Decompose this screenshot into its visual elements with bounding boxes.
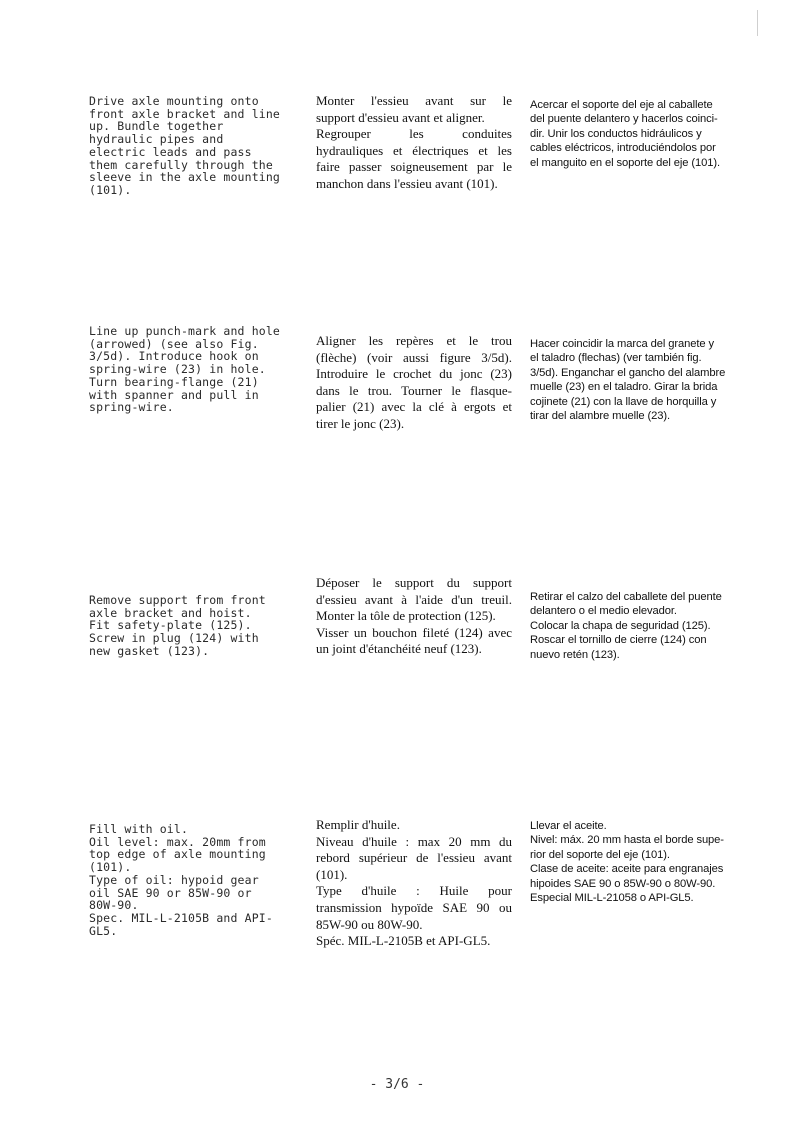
fr-line: Type d'huile : Huile pour: [316, 883, 512, 899]
fr-line: dans le trou. Tourner le flasque-: [316, 382, 512, 398]
fr-line: un joint d'étanchéité neuf (123).: [316, 641, 482, 657]
fr-line: tirer le jonc (23).: [316, 415, 405, 431]
section-2-spanish: Hacer coincidir la marca del granete y el taladro (flechas) (ver también fig. 3/5d). Enganchar el gancho del alambre muelle (23) en el taladro. Girar la brida cojinete (21) con la llave de horquilla y tirar del alambre muelle (23).: [530, 338, 726, 423]
section-3-english: Remove support from front axle bracket and hoist. Fit safety-plate (125). Screw in plug (124) with new gasket (123).: [89, 593, 266, 658]
fr-line: Remplir d'huile.: [316, 817, 400, 832]
fr-line: (flèche) (voir aussi figure 3/5d).: [316, 349, 512, 365]
fr-line: Monter la tôle de protection (125).: [316, 608, 496, 624]
section-3-french: [316, 575, 512, 658]
fr-line: hydrauliques et électriques et les: [316, 142, 512, 158]
fr-line: faire passer soigneusement par le: [316, 159, 512, 175]
section-4-spanish: Llevar el aceite. Nivel: máx. 20 mm hasta el borde supe- rior del soporte del eje (101). Clase de aceite: aceite para engranajes hipoides SAE 90 o 85W-90 o 80W-90. Especial MIL-L-21058 o API-GL5.: [530, 820, 724, 905]
fr-line: Introduire le crochet du jonc (23): [316, 366, 512, 382]
section-4-english: Fill with oil. Oil level: max. 20mm from top edge of axle mounting (101). Type of oil: hypoid gear oil SAE 90 or 85W-90 or 80W-90. Spec. MIL-L-2105B and API- GL5.: [89, 822, 273, 938]
fr-line: Visser un bouchon fileté (124) avec: [316, 624, 512, 640]
section-1-english: Drive axle mounting onto front axle bracket and line up. Bundle together hydraulic pipes and electric leads and pass them carefully through the sleeve in the axle mounting (101).: [89, 94, 280, 197]
fr-line: rebord supérieur de l'essieu avant: [316, 850, 512, 866]
fr-line: Monter l'essieu avant sur le: [316, 93, 512, 108]
fr-line: Spéc. MIL-L-2105B et API-GL5.: [316, 933, 491, 949]
section-2-english: Line up punch-mark and hole (arrowed) (see also Fig. 3/5d). Introduce hook on spring-wire (23) in hole. Turn bearing-flange (21) with spanner and pull in spring-wire.: [89, 324, 280, 415]
fr-line: Niveau d'huile : max 20 mm du: [316, 833, 512, 849]
section-1-spanish: Acercar el soporte del eje al caballete del puente delantero y hacerlos coinci- dir. Unir los conductos hidráulicos y cables eléctricos, introduciéndolos por el manguito en el soporte del eje (101).: [530, 99, 721, 169]
page-number: - 3/6 -: [369, 1077, 425, 1092]
fr-line: d'essieu avant à l'aide d'un treuil.: [316, 591, 512, 607]
fr-line: Déposer le support du support: [316, 575, 512, 590]
fr-line: Aligner les repères et le trou: [316, 333, 512, 348]
fr-line: Regrouper les conduites: [316, 126, 512, 142]
fr-line: palier (21) avec la clé à ergots et: [316, 399, 512, 415]
fr-line: (101).: [316, 866, 348, 882]
scan-edge-mark: [757, 10, 758, 36]
fr-line: manchon dans l'essieu avant (101).: [316, 175, 498, 191]
section-4-french: [316, 817, 512, 950]
section-3-spanish: Retirar el calzo del caballete del puente delantero o el medio elevador. Colocar la chapa de seguridad (125). Roscar el tornillo de cierre (124) con nuevo retén (123).: [530, 591, 722, 661]
section-1-french: [316, 93, 512, 193]
fr-line: 85W-90 ou 80W-90.: [316, 916, 423, 932]
fr-line: support d'essieu avant et aligner.: [316, 109, 485, 125]
section-2-french: [316, 333, 512, 433]
fr-line: transmission hypoïde SAE 90 ou: [316, 899, 512, 915]
